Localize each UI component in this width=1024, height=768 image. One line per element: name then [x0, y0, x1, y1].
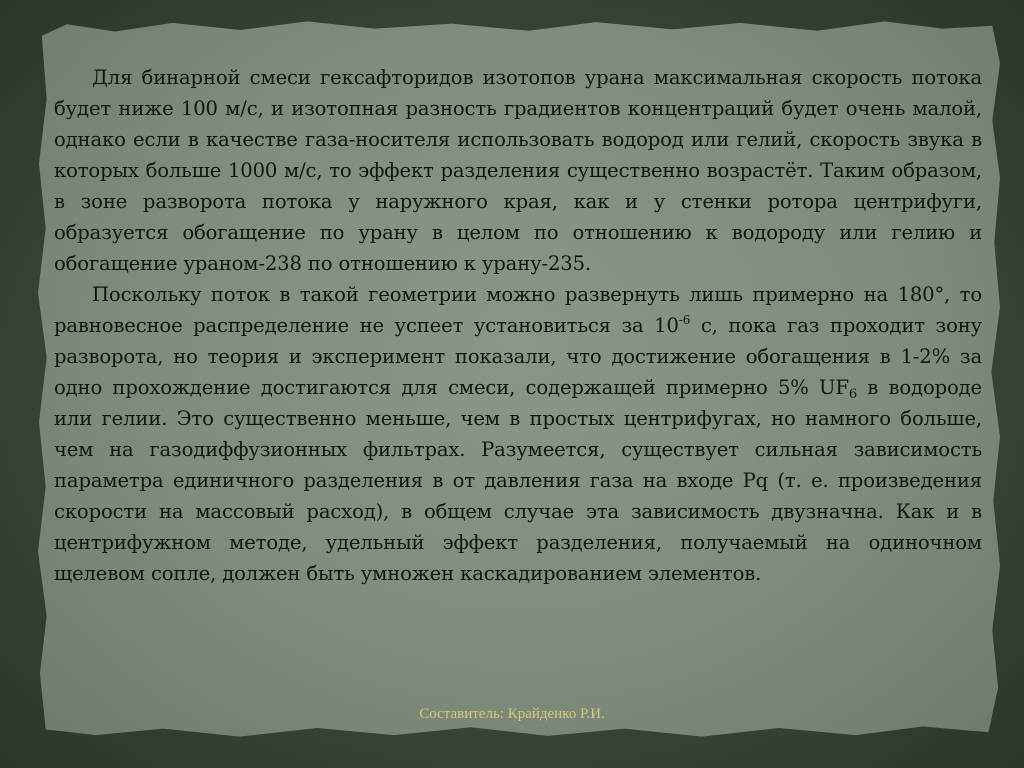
- slide-body: [54, 62, 982, 589]
- paragraph-2-part-2: с, пока газ проходит зону разворота, но теория и эксперимент показали, что достижение обогащения в 1-2% за одно прохождение достигаются для смеси, содержащей примерно 5% UF: [54, 314, 983, 399]
- paragraph-2: [54, 279, 982, 589]
- subscript: 6: [848, 387, 857, 402]
- paragraph-2-part-1: Поскольку поток в такой геометрии можно развернуть лишь примерно на 180°, то равновесное распределение не успеет установиться за 10: [54, 283, 982, 337]
- paragraph-1: Для бинарной смеси гексафторидов изотопов урана максимальная скорость потока будет ниже 100 м/с, и изотопная разность градиентов концентраций будет очень малой, однако если в качестве газа-носителя использовать водород или гелий, скорость звука в которых больше 1000 м/с, то эффект разделения существенно возрастёт. Таким образом, в зоне разворота потока у наружного края, как и у стенки ротора центрифуги, образуется обогащение по урану в целом по отношению к водороду или гелию и обогащение ураном-238 по отношению к урану-235.: [54, 66, 982, 275]
- paragraph-2-part-3: в водороде или гелии. Это существенно меньше, чем в простых центрифугах, но намного больше, чем на газодиффузионных фильтрах. Разумеется, существует сильная зависимость параметра единичного разделения в от давления газа на входе Pq (т. е. произведения скорости на массовый расход), в общем случае эта зависимость двузначна. Как и в центрифужном методе, удельный эффект разделения, получаемый на одиночном щелевом сопле, должен быть умножен каскадированием элементов.: [54, 376, 982, 585]
- exponent: -6: [678, 313, 691, 327]
- author-footer: Составитель: Крайденко Р.И.: [419, 706, 605, 722]
